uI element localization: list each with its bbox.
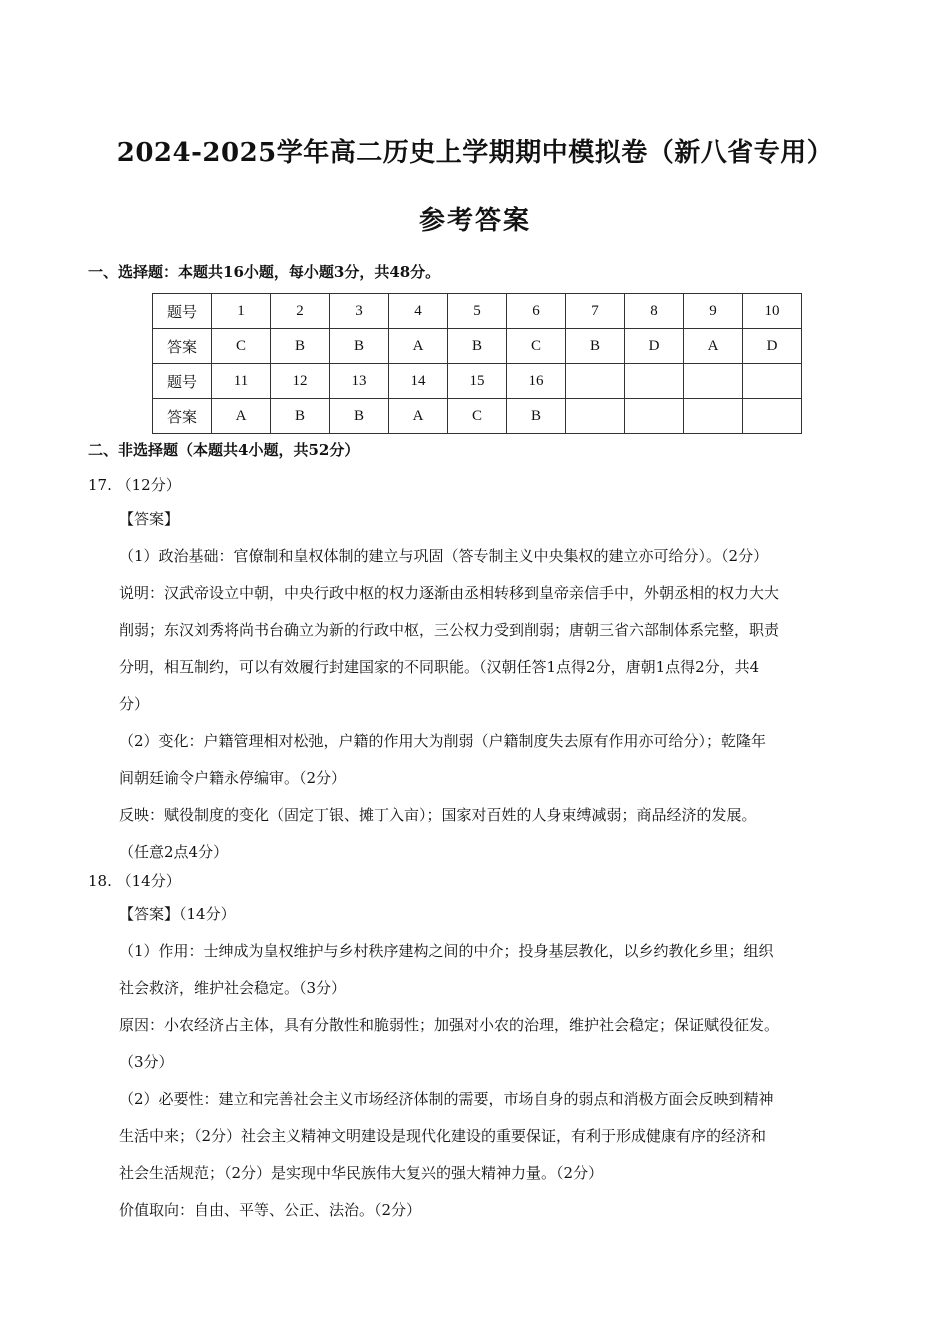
table-cell: 7 [566,294,625,329]
table-cell: B [566,329,625,364]
table-cell: B [448,329,507,364]
answer-line: 分） [119,695,150,713]
table-cell: 6 [507,294,566,329]
table-cell: 14 [389,364,448,399]
answer-line: （1）作用：士绅成为皇权维护与乡村秩序建构之间的中介；投身基层教化，以乡约教化乡里；组织 [119,942,774,960]
row-label: 答案 [153,329,212,364]
section-heading-choice: 一、选择题：本题共16小题，每小题3分，共48分。 [88,263,441,281]
table-cell: A [212,399,271,434]
answer-line: 间朝廷谕令户籍永停编审。（2分） [119,769,347,787]
answer-line: 价值取向：自由、平等、公正、法治。（2分） [119,1201,422,1219]
table-row [153,399,802,434]
table-row [153,329,802,364]
page-subtitle: 参考答案 [418,206,531,236]
table-cell: 2 [271,294,330,329]
table-cell [625,399,684,434]
table-cell [566,364,625,399]
table-cell: 16 [507,364,566,399]
answer-line: 原因：小农经济占主体，具有分散性和脆弱性；加强对小农的治理，维护社会稳定；保证赋役征发。 [119,1016,780,1034]
row-label: 题号 [153,364,212,399]
table-cell: A [684,329,743,364]
answer-line: （任意2点4分） [119,843,229,861]
row-label: 答案 [153,399,212,434]
table-row [153,364,802,399]
answer-line: （2）必要性：建立和完善社会主义市场经济体制的需要，市场自身的弱点和消极方面会反映到精神 [119,1090,774,1108]
table-cell: B [271,329,330,364]
answer-line: （3分） [119,1053,174,1071]
table-cell: 3 [330,294,389,329]
table-cell: B [330,329,389,364]
table-cell: A [389,329,448,364]
table-cell: 13 [330,364,389,399]
table-cell: A [389,399,448,434]
table-cell: 9 [684,294,743,329]
question-18-answer [119,896,864,1229]
table-cell: 12 [271,364,330,399]
table-cell: B [507,399,566,434]
page-title: 2024-2025学年高二历史上学期期中模拟卷（新八省专用） [116,138,834,168]
answer-line: 社会救济，维护社会稳定。（3分） [119,979,347,997]
answer-line: （1）政治基础：官僚制和皇权体制的建立与巩固（答专制主义中央集权的建立亦可给分）。（2分） [119,547,769,565]
answer-line: 说明：汉武帝设立中朝，中央行政中枢的权力逐渐由丞相转移到皇帝亲信手中，外朝丞相的权力大大 [119,584,780,602]
table-cell: C [212,329,271,364]
answer-line: 社会生活规范；（2分）是实现中华民族伟大复兴的强大精神力量。（2分） [119,1164,604,1182]
question-18-number: 18. （14分） [88,872,181,890]
table-cell: 4 [389,294,448,329]
table-cell: B [330,399,389,434]
table-cell [743,364,802,399]
table-cell: 5 [448,294,507,329]
answer-line: 反映：赋役制度的变化（固定丁银、摊丁入亩）；国家对百姓的人身束缚减弱；商品经济的发展。 [119,806,757,824]
table-cell: D [743,329,802,364]
answer-tag: 【答案】（14分） [119,905,236,923]
table-cell [566,399,625,434]
table-cell [684,364,743,399]
table-cell: 10 [743,294,802,329]
question-17-number: 17. （12分） [88,476,181,494]
table-cell: 11 [212,364,271,399]
table-cell [684,399,743,434]
table-cell: C [507,329,566,364]
row-label: 题号 [153,294,212,329]
answer-line: 生活中来；（2分）社会主义精神文明建设是现代化建设的重要保证，有利于形成健康有序的经济和 [119,1127,767,1145]
answer-table [152,293,802,434]
table-cell [625,364,684,399]
section-heading-nonchoice: 二、非选择题（本题共4小题，共52分） [88,441,360,459]
answer-tag: 【答案】 [119,510,180,528]
answer-line: （2）变化：户籍管理相对松弛，户籍的作用大为削弱（户籍制度失去原有作用亦可给分）；乾隆年 [119,732,767,750]
table-cell: B [271,399,330,434]
table-cell: 8 [625,294,684,329]
table-row [153,294,802,329]
table-cell [743,399,802,434]
table-cell: 15 [448,364,507,399]
answer-line: 分明，相互制约，可以有效履行封建国家的不同职能。（汉朝任答1点得2分，唐朝1点得2分，共4 [119,658,760,676]
table-cell: 1 [212,294,271,329]
table-cell: C [448,399,507,434]
answer-line: 削弱；东汉刘秀将尚书台确立为新的行政中枢，三公权力受到削弱；唐朝三省六部制体系完整，职责 [119,621,780,639]
table-cell: D [625,329,684,364]
question-17-answer [119,501,864,871]
